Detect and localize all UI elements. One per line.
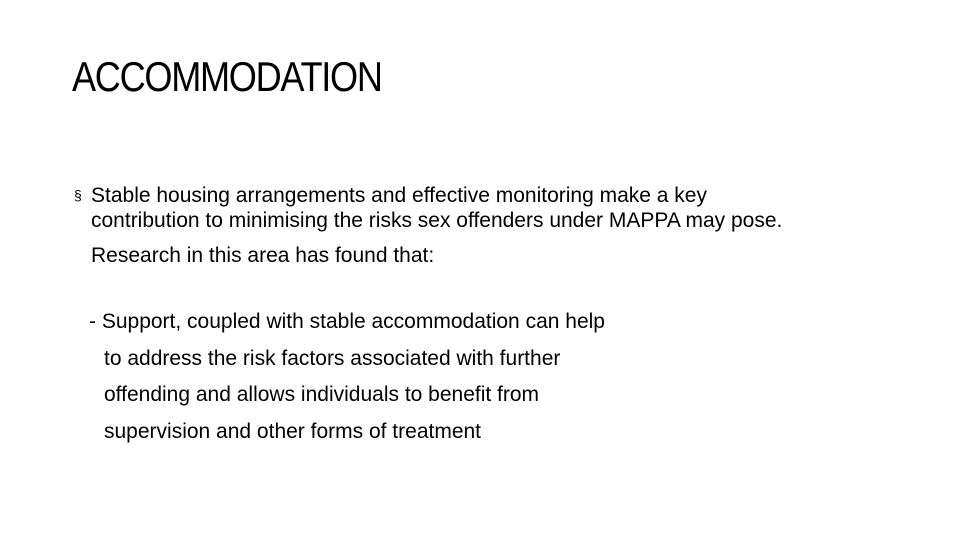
finding-line-2: to address the risk factors associated with further [104, 346, 561, 370]
bullet-text-line-2: contribution to minimising the risks sex offenders under MAPPA may pose. [91, 209, 783, 232]
finding-line-3: offending and allows individuals to benefit from [104, 383, 540, 406]
bullet-square-icon: § [74, 187, 82, 203]
slide-body [72, 183, 912, 450]
finding-line-1: - Support, coupled with stable accommodation can help [89, 310, 605, 333]
bullet-text-line-1: Stable housing arrangements and effective monitoring make a key [91, 184, 707, 207]
slide-title: ACCOMMODATION [72, 53, 382, 100]
finding-line-4: supervision and other forms of treatment [104, 419, 482, 443]
research-intro-text: Research in this area has found that: [91, 244, 435, 267]
bullet-point [72, 183, 912, 233]
research-finding [72, 304, 912, 450]
